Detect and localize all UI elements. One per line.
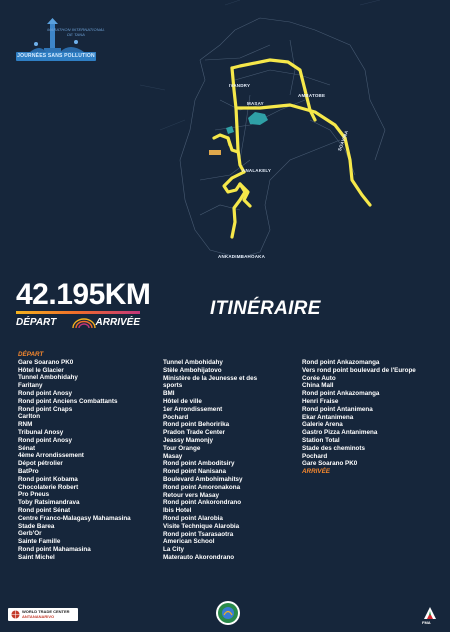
event-title: MARATHON INTERNATIONAL DE TANA	[47, 27, 105, 37]
rainbow-arc-icon	[72, 318, 96, 328]
itinerary-stop: Pradon Trade Center	[163, 429, 225, 437]
wtc-logo	[8, 608, 78, 621]
itinerary-stop: Sainte Famille	[18, 538, 61, 546]
itinerary-stop: BMI	[163, 390, 175, 398]
itinerary-stop: Dépot pétrolier	[18, 460, 63, 468]
itinerary-stop: Stade Barea	[18, 522, 55, 530]
itinerary-stop: Pochard	[163, 413, 189, 421]
itinerary-stop: Rond point Ankazomanga	[302, 359, 380, 366]
fma-flag-icon	[420, 605, 440, 620]
itinerary-stop: Rond point Sénat	[18, 506, 71, 514]
wtc-subtitle: ANTANANARIVO	[22, 613, 55, 619]
itinerary-stop: Hôtel le Glacier	[18, 366, 64, 374]
itinerary-stop: La City	[163, 546, 184, 554]
depart-label: DÉPART	[16, 317, 57, 328]
fma-label: FMA	[422, 620, 431, 625]
itinerary-stop: Tour Orange	[163, 444, 201, 452]
itinerary-stop: RNM	[18, 421, 33, 429]
arrivee-footer: ARRIVÉE	[302, 468, 330, 476]
itinerary-stop: Rond point Antanimena	[302, 405, 373, 413]
depart-header: DÉPART	[18, 351, 44, 358]
itinerary-stop: Henri Fraise	[302, 397, 339, 405]
itinerary-stop: Rond point Behoririka	[163, 421, 230, 429]
itinerary-stop: Ibis Hotel	[163, 507, 192, 515]
itinerary-title: ITINÉRAIRE	[210, 298, 321, 319]
ministry-seal-icon	[215, 600, 241, 626]
itinerary-stop: Rond point Ankorondrano	[163, 499, 242, 507]
itinerary-stop: Sénat	[18, 444, 36, 452]
itinerary-stop: American School	[163, 538, 215, 546]
itinerary-stop: Station Total	[302, 436, 340, 444]
itinerary-stop: Corée Auto	[302, 374, 336, 382]
depart-arrivee-row	[16, 317, 140, 329]
distance-underline	[16, 311, 140, 314]
itinerary-stop: Centre Franco-Malagasy Mahamasina	[18, 514, 131, 522]
itinerary-stop: 1er Arrondissement	[163, 405, 223, 413]
itinerary-column-2	[163, 359, 278, 562]
fma-logo	[420, 605, 440, 627]
label-soavina: SOAVINA	[337, 129, 350, 152]
itinerary-stop: Rond point Anciens Combattants	[18, 397, 118, 405]
itinerary-stop: BatPro	[18, 467, 39, 475]
lake-shape	[248, 112, 268, 125]
itinerary-stop: Gare Soarano PK0	[302, 460, 358, 468]
itinerary-stop: Vers rond point boulevard de l'Europe	[302, 366, 416, 374]
globe-icon	[11, 610, 20, 619]
itinerary-stop: China Mall	[302, 382, 334, 390]
itinerary-column-1	[18, 351, 158, 562]
itinerary-stop: Rond point Cnaps	[18, 405, 73, 413]
itinerary-stop: Rond point Ankazomanga	[302, 390, 380, 398]
itinerary-stop: Stèle Ambohijatovo	[163, 366, 222, 374]
itinerary-stop: Ekar Antanimena	[302, 413, 354, 421]
itinerary-stop: Hôtel de ville	[163, 397, 202, 405]
itinerary-stop: 4ème Arrondissement	[18, 452, 84, 460]
itinerary-stop: Gare Soarano PK0	[18, 358, 74, 366]
itinerary-stop: Toby Ratsimandrava	[18, 499, 80, 507]
itinerary-stop: Galerie Arena	[302, 421, 343, 429]
itinerary-stop: Jeassy Mamonjy	[163, 436, 214, 444]
itinerary-stop: Rond point Mahamasina	[18, 545, 91, 553]
itinerary-stop: Pro Pneus	[18, 491, 50, 499]
route-map	[140, 0, 430, 275]
itinerary-stop: Visite Technique Alarobia	[163, 522, 240, 530]
itinerary-stop: Tribunal Anosy	[18, 428, 64, 436]
itinerary-stop: Tunnel Ambohidahy	[163, 359, 223, 366]
itinerary-stop: Gerb'Or	[18, 530, 42, 538]
itinerary-stop: Pochard	[302, 452, 328, 460]
label-masay: MASAY	[247, 101, 264, 106]
itinerary-stop: Chocolaterie Robert	[18, 483, 79, 491]
itinerary-stop: Materauto Akorondrano	[163, 553, 235, 561]
label-ivandry: IVANDRY	[229, 83, 251, 88]
itinerary-stop: Tunnel Ambohidahy	[18, 374, 78, 382]
itinerary-stop: Ministère de la Jeunesse et des sports	[163, 374, 258, 390]
itinerary-stop: Retour vers Masay	[163, 491, 219, 499]
itinerary-stop: Gastro Pizza Antanimena	[302, 429, 378, 437]
label-analakely: ANALAKELY	[242, 168, 272, 173]
itinerary-stop: Rond point Amboditsiry	[163, 460, 235, 468]
itinerary-stop: Rond point Anosy	[18, 389, 72, 397]
itinerary-stop: Rond point Kobama	[18, 475, 78, 483]
itinerary-stop: Rond point Alarobia	[163, 514, 223, 522]
itinerary-stop: Faritany	[18, 382, 43, 390]
itinerary-stop: Rond point Anosy	[18, 436, 72, 444]
itinerary-stop: Rond point Amoronakona	[163, 483, 241, 491]
wtc-title: WORLD TRADE CENTER	[22, 609, 70, 614]
distance-value: 42.195KM	[16, 278, 151, 311]
itinerary-stop: Rond point Tsarasaotra	[163, 530, 234, 538]
label-ankadimbahoaka: ANKADIMBAHOAKA	[218, 254, 266, 259]
itinerary-stop: Saint Michel	[18, 553, 55, 561]
itinerary-stop: Masay	[163, 452, 183, 460]
itinerary-stop: Carlton	[18, 413, 41, 421]
arrivee-label: ARRIVÉE	[95, 317, 140, 328]
itinerary-column-3	[302, 359, 442, 476]
itinerary-stop: Boulevard Ambohimahitsy	[163, 475, 243, 483]
itinerary-stop: Rond point Nanisana	[163, 468, 226, 476]
start-marker	[209, 150, 221, 155]
itinerary-stop: Stade des cheminots	[302, 444, 365, 452]
event-banner: JOURNÉES SANS POLLUTION	[17, 53, 95, 59]
label-ambatobe: AMBATOBE	[298, 93, 326, 98]
